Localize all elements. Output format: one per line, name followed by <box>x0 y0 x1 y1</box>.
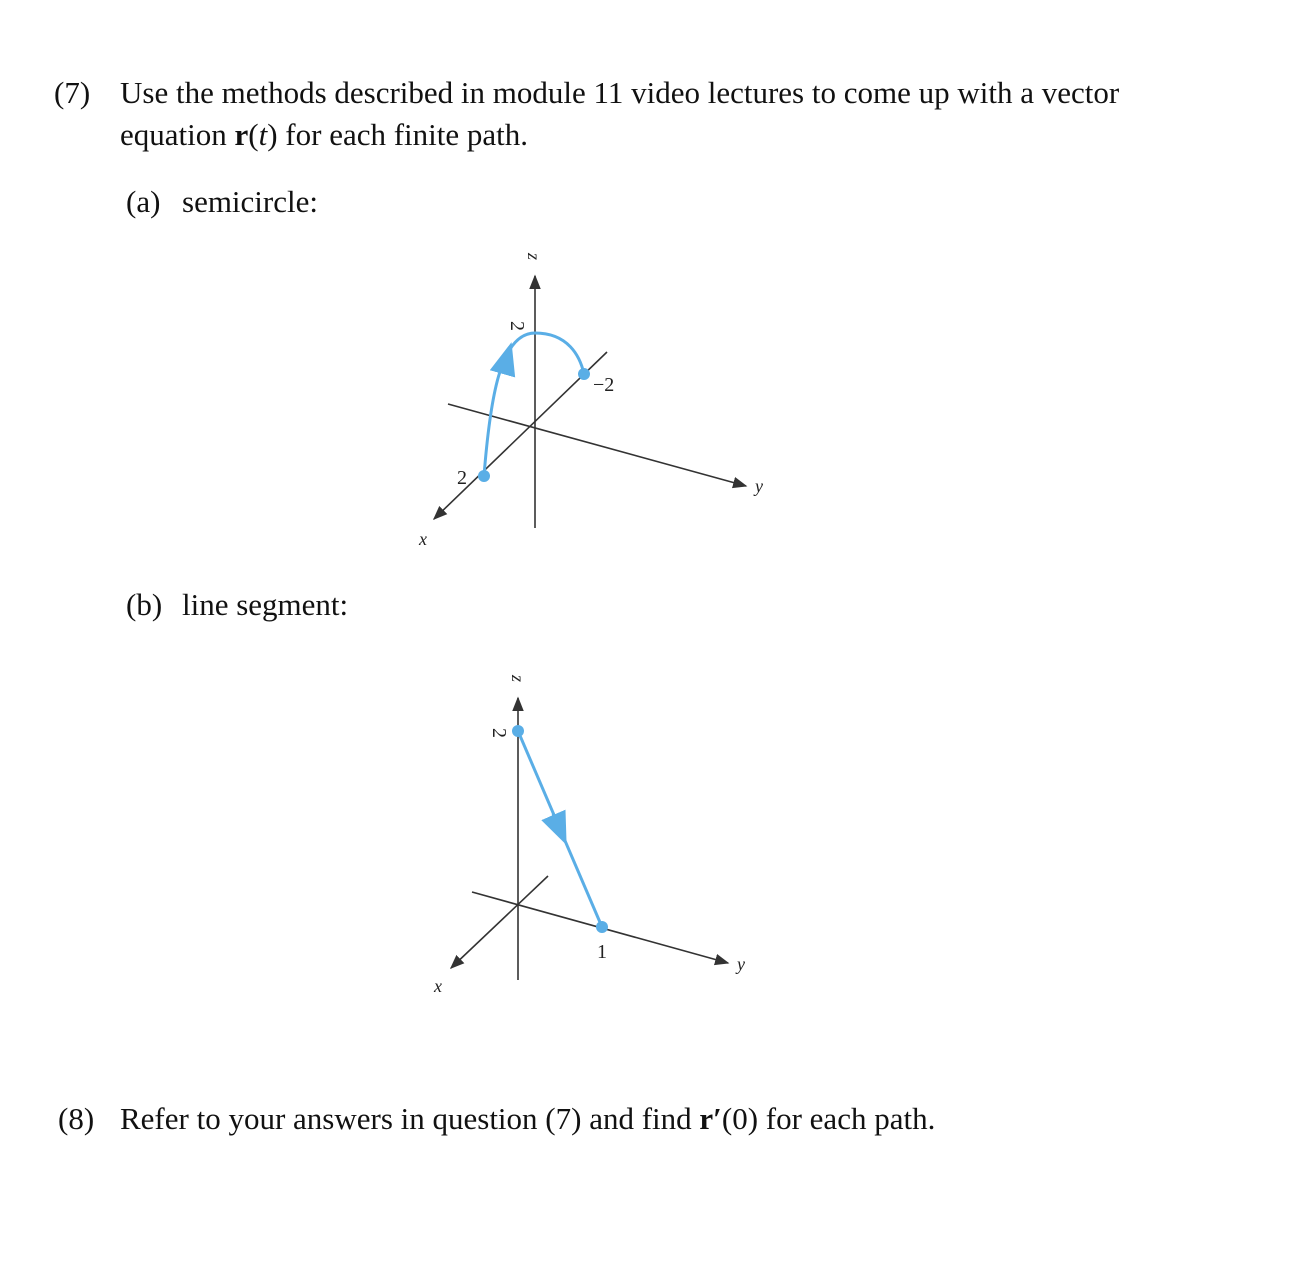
question-7-line2-end: for each finite path. <box>277 117 529 152</box>
part-a-label: (a) <box>126 184 161 219</box>
y-label-a: y <box>755 476 763 496</box>
question-8 <box>58 1098 1258 1140</box>
z-tick-a: 2 <box>506 321 528 331</box>
x-label-b: x <box>434 976 442 996</box>
question-8-number: (8) <box>58 1101 95 1136</box>
y-tick-a: −2 <box>593 374 615 396</box>
x-axis-b <box>451 876 548 968</box>
argument-zero: (0) <box>721 1101 759 1136</box>
line-segment-direction-arrow <box>553 814 560 830</box>
z-label-a: z <box>524 253 544 261</box>
part-a-text: semicircle: <box>182 184 318 219</box>
question-7-line2-start: equation <box>120 117 235 152</box>
x-tick-a: 2 <box>457 467 467 489</box>
part-b-text: line segment: <box>182 587 349 622</box>
segment-start-point <box>512 725 524 737</box>
x-label-a: x <box>419 529 427 549</box>
question-7-number: (7) <box>54 75 91 110</box>
prime-mark: ′ <box>713 1101 722 1136</box>
question-8-text <box>120 1098 935 1139</box>
z-tick-b: 2 <box>488 728 510 738</box>
paren-open: ( <box>248 117 259 152</box>
question-8-text-end: for each path. <box>758 1101 936 1136</box>
question-7-line1: Use the methods described in module 11 video lectures to come up with a vector <box>120 75 1120 110</box>
y-tick-b: 1 <box>597 941 607 963</box>
vector-r: r <box>234 117 249 152</box>
variable-t: t <box>258 117 268 152</box>
vector-r-prime: r <box>699 1101 714 1136</box>
part-b-label: (b) <box>126 587 163 622</box>
question-8-text-start: Refer to your answers in question (7) and find <box>120 1101 700 1136</box>
segment-end-point <box>596 921 608 933</box>
z-label-b: z <box>508 675 528 683</box>
paren-close: ) <box>267 117 278 152</box>
y-label-b: y <box>737 954 745 974</box>
